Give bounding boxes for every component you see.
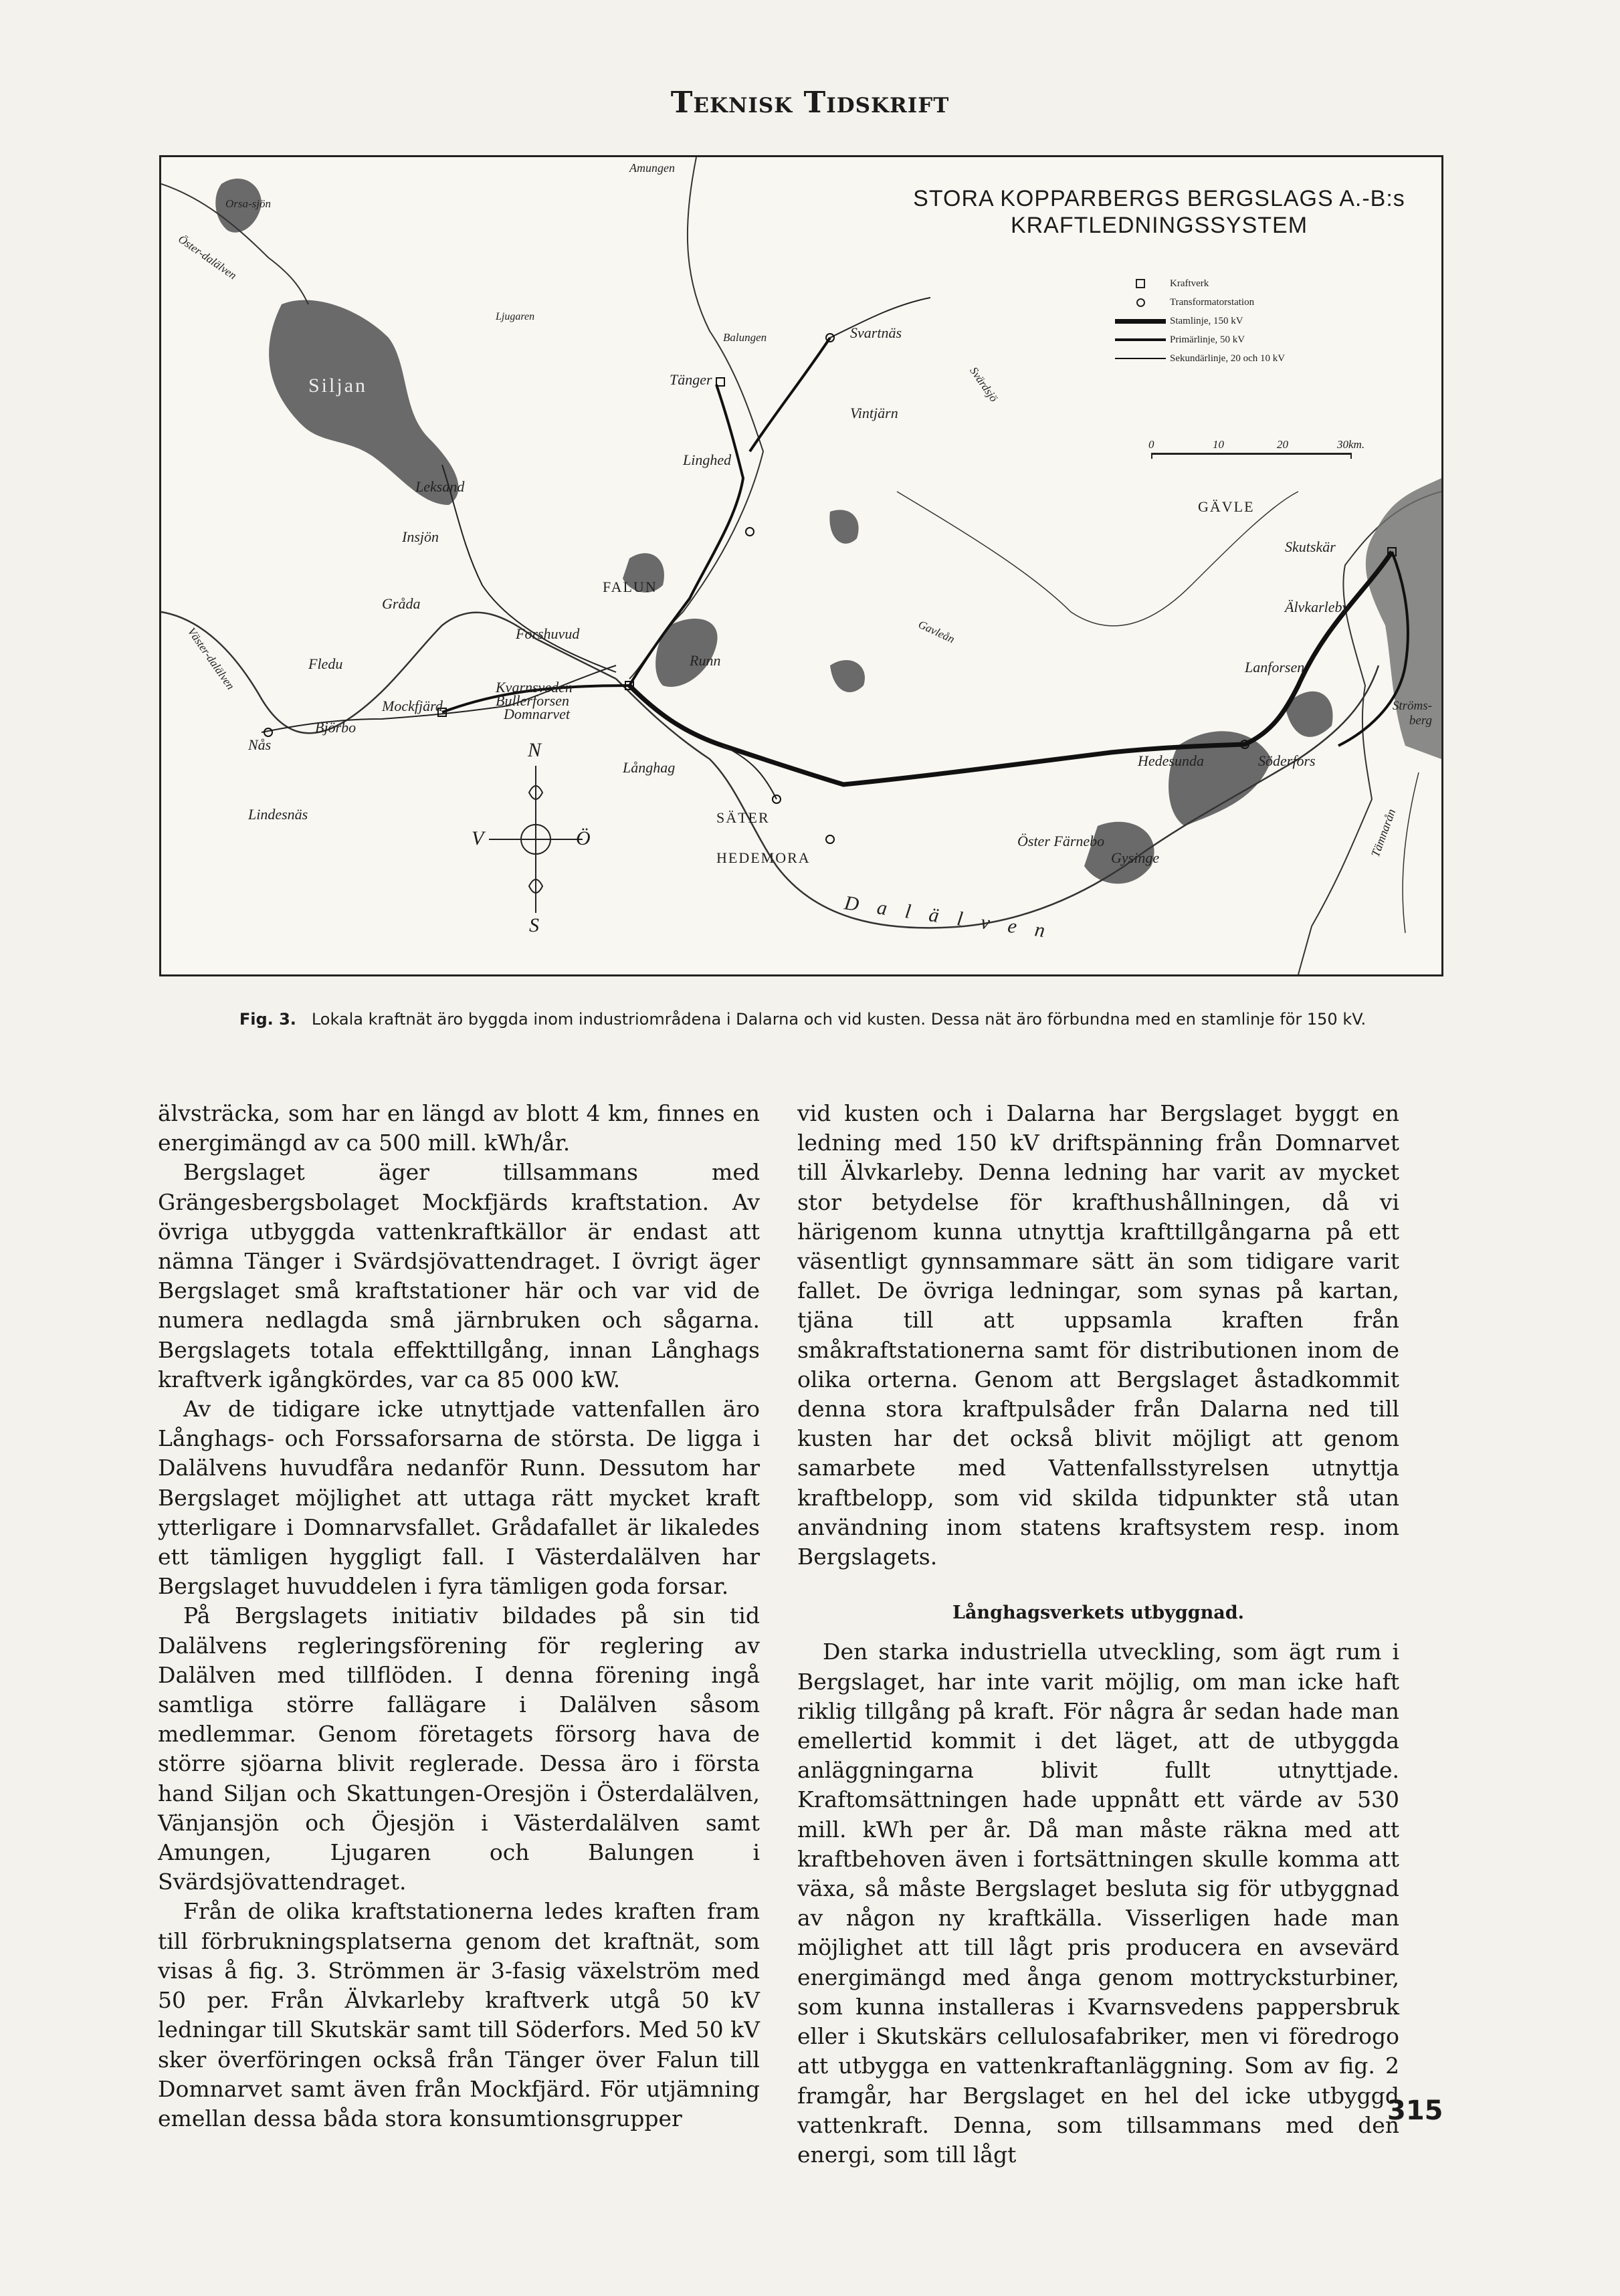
place-nas: Nås xyxy=(248,736,272,753)
place-osterdalalven: Öster-dalälven xyxy=(176,232,239,282)
place-langhag: Långhag xyxy=(623,759,676,776)
place-runn: Runn xyxy=(690,652,721,669)
place-falun: FALUN xyxy=(603,579,657,595)
lake-north-1 xyxy=(830,660,865,692)
substation-nas xyxy=(264,728,272,736)
lake-north-2 xyxy=(829,510,858,543)
place-stromsberg: Ströms-berg xyxy=(1392,699,1432,728)
place-ljugaren: Ljugaren xyxy=(496,311,535,322)
legend-stamlinje: Stamlinje, 150 kV xyxy=(1111,312,1405,330)
figure-caption xyxy=(161,1007,1445,1031)
paragraph: Den starka industriella utveckling, som ägt rum i Bergslaget, har inte varit möjlig, om man icke haft riklig tillgång på kraft. För några år sedan hade man emellertid kommit i det läget, att de utbyggda anläggningarna blivit fullt utnyttjade. Kraftomsättningen hade uppnått ett värde av 530 mill. kWh per år. Då man måste räkna med att kraftbehoven även i fortsättningen skulle komma att växa, så måste Bergslaget besluta sig för utbyggnad av någon ny kraftkälla. Visserligen hade man möjlighet att till lågt pris producera en avsevärd energimängd med ånga genom mottrycksturbiner, som kunna installeras i Kvarnsvedens pappersbruk eller i Skutskärs cellulosafabriker, men vi föredrogo att utbygga en vattenkraftanläggning. Som av fig. 2 framgår, har Bergslaget en hel del icke utbyggd vattenkraft. Denna, som tillsammans med den energi, som till lågt xyxy=(797,1639,1399,2168)
place-tanger: Tänger xyxy=(670,371,712,388)
legend-sekundarlinje: Sekundärlinje, 20 och 10 kV xyxy=(1111,349,1405,368)
place-linghed: Linghed xyxy=(683,451,732,468)
medium-line-icon xyxy=(1115,338,1166,341)
scale-bar: 0 10 20 30km. xyxy=(1151,438,1352,459)
place-amungen: Amungen xyxy=(629,161,675,175)
place-orsasjon: Orsa-sjön xyxy=(225,197,272,210)
compass-w: V xyxy=(472,827,484,849)
square-icon xyxy=(1136,279,1145,288)
paragraph: älvsträcka, som har en längd av blott 4 km, finnes en energimängd av ca 500 mill. kWh/år. xyxy=(158,1100,760,1156)
place-siljan: Siljan xyxy=(308,375,368,397)
journal-header: Teknisk Tidskrift xyxy=(670,86,950,120)
page-number: 315 xyxy=(1387,2095,1443,2126)
place-mockfjard: Mockfjärd xyxy=(382,698,443,714)
map-title: STORA KOPPARBERGS BERGSLAGS A.-B:s KRAFTLEDNINGSSYSTEM xyxy=(913,186,1405,238)
place-vasterdalalven: Väster-dalälven xyxy=(185,625,237,692)
place-lanforsen: Lanforsen xyxy=(1245,659,1305,675)
thin-line-icon xyxy=(1115,358,1166,359)
place-gysinge: Gysinge xyxy=(1111,849,1160,866)
map-legend xyxy=(1111,274,1405,368)
compass-rose xyxy=(472,739,596,940)
paragraph: Av de tidigare icke utnyttjade vattenfallen äro Långhags- och Forssaforsarna de största. De ligga i Dalälvens huvudfåra nedanför Runn. Dessutom har Bergslaget möjlighet att uttaga rätt mycket kraft ytterligare i Domnarvsfallet. Grådafallet är likaledes ett tämligen hyggligt fall. I Västerdalälven har Bergslaget huvuddelen i fyra tämligen goda forsar. xyxy=(158,1396,760,1600)
place-domnarvet: Domnarvet xyxy=(504,706,570,722)
place-gavle: GÄVLE xyxy=(1198,498,1255,515)
paragraph: På Bergslagets initiativ bildades på sin tid Dalälvens regleringsförening för reglering av Dalälven med tillflöden. I denna förening ingå samtliga större fallägare i Dalälven såsom medlemmar. Genom företagets försorg hava de större sjöarna blivit reglerade. Dessa äro i första hand Siljan och Skattungen-Oresjön i Österdalälven, Vänjansjön och Öjesjön i Västerdalälven samt Amungen, Ljugaren och Balungen i Svärdsjövattendraget. xyxy=(158,1602,760,1895)
primarlinje-svartnas xyxy=(750,338,830,451)
place-fledu: Fledu xyxy=(308,655,343,672)
caption-text: Lokala kraftnät äro byggda inom industriområdena i Dalarna och vid kusten. Dessa nät äro förbundna med en stamlinje för 150 kV. xyxy=(311,1010,1366,1029)
right-column xyxy=(797,1099,1399,2170)
place-grada: Gråda xyxy=(382,595,421,612)
legend-primarlinje: Primärlinje, 50 kV xyxy=(1111,330,1405,349)
place-skutskar: Skutskär xyxy=(1285,538,1336,555)
compass-e: Ö xyxy=(576,827,591,849)
substation-hedemora xyxy=(826,835,834,843)
substation-falun xyxy=(746,528,754,536)
place-vintjarn: Vintjärn xyxy=(850,405,898,421)
place-insjon: Insjön xyxy=(402,528,439,545)
kraftledning-map xyxy=(159,155,1443,976)
place-bjorbo: Björbo xyxy=(315,719,357,736)
place-sater: SÄTER xyxy=(716,809,770,826)
place-tamnaran: Tämnarån xyxy=(1368,807,1399,859)
place-soderfors: Söderfors xyxy=(1258,752,1316,769)
place-bullerforsen: Bullerforsen xyxy=(496,692,569,709)
place-dalalven: D a l ä l v e n xyxy=(843,892,1053,943)
place-kvarnsveden: Kvarnsveden xyxy=(496,679,573,696)
river-svardsjo xyxy=(629,157,763,679)
place-hedemora: HEDEMORA xyxy=(716,849,811,866)
circle-icon xyxy=(1136,298,1145,307)
place-svardsjo: Svärdsjö xyxy=(967,364,1001,405)
lake-siljan xyxy=(269,300,458,505)
place-osterfarnebo: Öster Färnebo xyxy=(1017,833,1105,849)
river-tamnaran xyxy=(1403,772,1419,933)
paragraph: vid kusten och i Dalarna har Bergslaget byggt en ledning med 150 kV driftspänning från Domnarvet till Älvkarleby. Denna ledning har varit av mycket stor betydelse för krafthushållningen, då vi härigenom kunna utnyttja krafttillgångarna på ett väsentligt gynnsammare sätt än som tidigare varit fallet. De övriga ledningar, som synas på kartan, tjäna till att uppsamla kraften från småkraftstationerna samt för distributionen inom de olika orterna. Genom att Bergslaget åstadkommit denna stora kraftpulsåder från Dalarna ned till kusten har det också blivit möjligt att genom samarbete med Vattenfallsstyrelsen utnyttja kraftbelopp, som vid skilda tidpunkter stå utan användning inom statens kraftsystem resp. inom Bergslagets. xyxy=(797,1100,1399,1570)
place-hedesunda: Hedesunda xyxy=(1138,752,1204,769)
place-gavlean: Gavleån xyxy=(916,617,957,646)
place-forshuvud: Forshuvud xyxy=(516,625,580,642)
section-heading: Långhagsverkets utbyggnad. xyxy=(952,1602,1245,1624)
compass-s: S xyxy=(529,914,539,936)
thick-line-icon xyxy=(1115,319,1166,324)
legend-kraftverk: Kraftverk xyxy=(1111,274,1405,293)
river-dalalven xyxy=(616,665,1379,928)
place-svartnas: Svartnäs xyxy=(850,324,902,341)
left-column xyxy=(158,1099,760,2133)
compass-n: N xyxy=(528,739,542,761)
legend-transformator: Transformatorstation xyxy=(1111,293,1405,312)
place-alvkarleby: Älvkarleby xyxy=(1285,599,1349,615)
caption-label: Fig. 3. xyxy=(239,1010,296,1029)
place-leksand: Leksand xyxy=(415,478,465,495)
paragraph: Bergslaget äger tillsammans med Grängesbergsbolaget Mockfjärds kraftstation. Av övriga utbyggda vattenkraftkällor är endast att nämna Tänger i Svärdsjövattendraget. I övrigt äger Bergslaget små kraftstationer här och var vid de numera nedlagda små järnbruken och sågarna. Bergslagets totala effekttillgång, innan Långhags kraftverk igångkördes, var ca 85 000 kW. xyxy=(158,1159,760,1392)
place-balungen: Balungen xyxy=(723,331,767,344)
paragraph: Från de olika kraftstationerna ledes kraften fram till förbrukningsplatserna genom det kraftnät, som visas å fig. 3. Strömmen är 3-fasig växelström med 50 per. Från Älvkarleby kraftverk utgå 50 kV ledningar till Skutskär samt till Söderfors. Med 50 kV sker överföringen också från Tänger över Falun till Domnarvet samt även från Mockfjärd. För utjämning emellan dessa båda stora konsumtionsgrupper xyxy=(158,1898,760,2131)
place-lindesnas: Lindesnäs xyxy=(248,806,308,823)
